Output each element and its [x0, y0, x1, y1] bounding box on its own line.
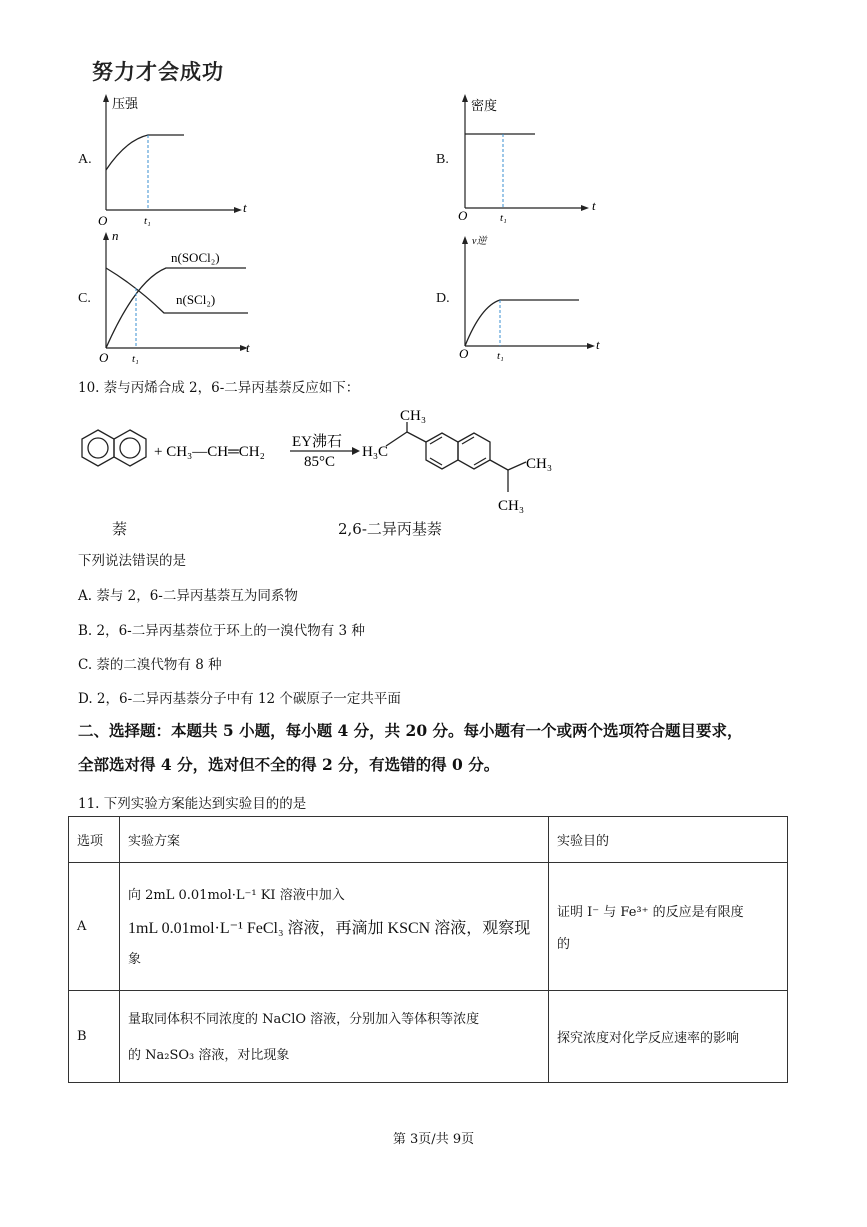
reactant-name: 萘 [112, 520, 128, 538]
graph-a-ylabel: 压强 [112, 96, 139, 111]
graph-b-t1: t₁ [500, 212, 507, 224]
reaction-scheme [74, 400, 564, 522]
q10-stem: 10. 萘与丙烯合成 2，6-二异丙基萘反应如下： [78, 380, 360, 396]
row-b-plan-line2: 的 Na₂SO₃ 溶液，对比现象 [128, 1047, 290, 1063]
graph-b-origin: O [458, 208, 468, 223]
option-b-letter: B. [436, 152, 449, 167]
page-footer: 第 3页/共 9页 [392, 1132, 475, 1147]
section2-line1: 二、选择题：本题共 5 小题，每小题 4 分，共 20 分。每小题有一个或两个选项符合题目要求， [78, 721, 743, 740]
q11-table [68, 816, 788, 1083]
product-h3c: H₃C [362, 444, 389, 460]
header-plan: 实验方案 [120, 817, 549, 863]
q10-option-c: C. 萘的二溴代物有 8 种 [78, 657, 222, 673]
row-b-plan [120, 991, 549, 1083]
graph-a-origin: O [98, 213, 108, 228]
row-a-option: A [69, 863, 120, 991]
graph-c-t1: t₁ [132, 353, 139, 365]
section2-line2: 全部选对得 4 分，选对但不全的得 2 分，有选错的得 0 分。 [78, 755, 500, 774]
graph-c-curve1: n(SOCl₂) [171, 250, 220, 265]
graph-d-xlabel: t [596, 337, 600, 352]
row-a-plan [120, 863, 549, 991]
q10-prompt: 下列说法错误的是 [78, 553, 186, 569]
product-ch3-top: CH₃ [400, 408, 427, 424]
product-name: 2,6-二异丙基萘 [338, 520, 442, 538]
condition-catalyst: EY沸石 [292, 434, 342, 450]
option-d-letter: D. [436, 291, 450, 306]
row-a-goal-line1: 证明 I⁻ 与 Fe³⁺ 的反应是有限度 [557, 904, 744, 920]
q10-option-d: D. 2，6-二异丙基萘分子中有 12 个碳原子一定共平面 [78, 691, 401, 707]
propene-formula: + CH₃—CH═CH₂ [154, 444, 265, 460]
row-a-goal-line2: 的 [557, 936, 571, 952]
option-c-letter: C. [78, 291, 91, 306]
q10-option-a: A. 萘与 2，6-二异丙基萘互为同系物 [78, 588, 298, 604]
header-option: 选项 [69, 817, 120, 863]
option-a-letter: A. [78, 152, 92, 167]
banner-title: 努力才会成功 [92, 60, 224, 84]
row-a-goal [549, 863, 788, 991]
graph-d-t1: t₁ [497, 350, 504, 362]
graph-b [455, 92, 615, 228]
graph-d-ylabel: v逆 [472, 236, 487, 247]
graph-c [96, 228, 260, 368]
graph-b-xlabel: t [592, 198, 596, 213]
row-a-plan-line2: 1mL 0.01mol·L⁻¹ FeCl₃ 溶液，再滴加 KSCN 溶液，观察现 [128, 919, 531, 937]
header-goal: 实验目的 [549, 817, 788, 863]
row-b-plan-line1: 量取同体积不同浓度的 NaClO 溶液，分别加入等体积等浓度 [128, 1011, 480, 1027]
graph-a-t1: t₁ [144, 215, 151, 227]
graph-c-curve2: n(SCl₂) [176, 292, 216, 307]
graph-c-origin: O [99, 350, 109, 365]
row-b-option: B [69, 991, 120, 1083]
row-b-goal: 探究浓度对化学反应速率的影响 [549, 991, 788, 1083]
graph-c-xlabel: t [246, 340, 250, 355]
product-structure [386, 422, 526, 492]
product-ch3-right: CH₃ [526, 456, 553, 472]
section2-heading [78, 714, 818, 782]
table-header-row [69, 817, 788, 863]
graph-d [455, 228, 619, 368]
graph-a-xlabel: t [243, 200, 247, 215]
naphthalene-structure [82, 430, 146, 466]
graph-d-origin: O [459, 346, 469, 361]
table-row [69, 991, 788, 1083]
condition-temperature: 85°C [304, 454, 336, 470]
graph-b-ylabel: 密度 [471, 98, 498, 113]
product-ch3-bottom: CH₃ [498, 498, 525, 514]
row-a-plan-line3: 象 [128, 951, 142, 967]
q10-option-b: B. 2，6-二异丙基萘位于环上的一溴代物有 3 种 [78, 623, 365, 639]
graph-c-ylabel: n [112, 228, 119, 243]
q11-stem: 11. 下列实验方案能达到实验目的的是 [78, 796, 307, 812]
graph-a [96, 92, 256, 228]
row-a-plan-line1: 向 2mL 0.01mol·L⁻¹ KI 溶液中加入 [128, 887, 345, 903]
table-row [69, 863, 788, 991]
